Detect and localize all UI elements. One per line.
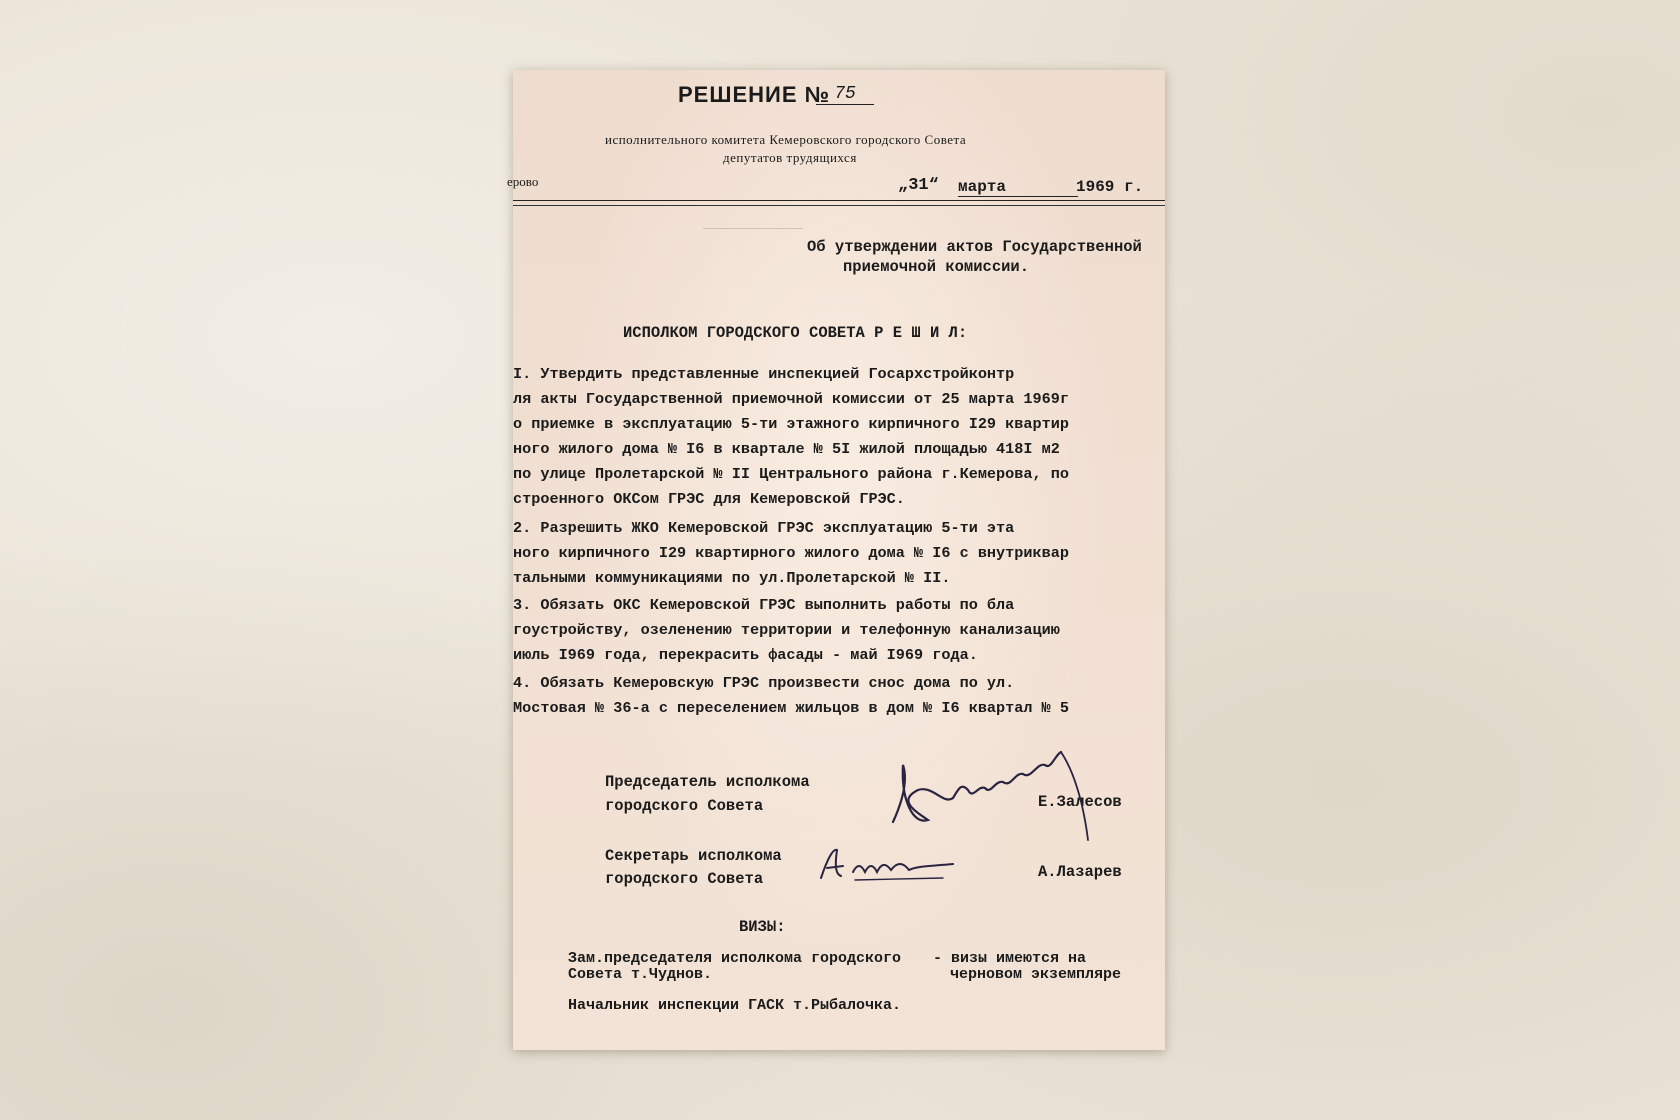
visas-heading: ВИЗЫ: [739,918,786,936]
secretary-title-line-2: городского Совета [605,870,764,888]
chairman-name: Е.Залесов [1038,793,1122,811]
paragraph-2-line: 2. Разрешить ЖКО Кемеровской ГРЭС эксплуатацию 5-ти эта [513,519,1015,537]
paragraph-3-line: 3. Обязать ОКС Кемеровской ГРЭС выполнить работы по бла [513,596,1015,614]
paragraph-1-line: о приемке в эксплуатацию 5-ти этажного кирпичного I29 квартир [513,415,1069,433]
subject-line-2: приемочной комиссии. [843,258,1030,276]
paragraph-1-line: ля акты Государственной приемочной комиссии от 25 марта 1969г [513,390,1069,408]
issuing-body-line-2: депутатов трудящихся [723,150,857,165]
secretary-signature [813,840,973,890]
paragraph-1-line: ного жилого дома № I6 в квартале № 5I жилой площадью 418I м2 [513,440,1060,458]
header-rule [513,200,1165,201]
paragraph-1-line: строенного ОКСом ГРЭС для Кемеровской ГРЭС. [513,490,905,508]
paragraph-1-line: по улице Пролетарской № II Центрального района г.Кемерова, по [513,465,1069,483]
issuing-body-line-1: исполнительного комитета Кемеровского городского Совета [605,132,967,147]
document-number: 75 [816,84,874,105]
date-month: марта [958,178,1078,197]
visa-note-line-2: черновом экземпляре [950,966,1122,983]
chairman-title-line-2: городского Совета [605,797,764,815]
visa-note-line-1: - визы имеются на [933,950,1087,967]
paragraph-2-line: ного кирпичного I29 квартирного жилого дома № I6 с внутриквар [513,544,1069,562]
paragraph-4-line: 4. Обязать Кемеровскую ГРЭС произвести снос дома по ул. [513,674,1015,692]
city-name: ерово [507,174,539,189]
visa-deputy-line-1: Зам.председателя исполкома городского [568,950,902,967]
decision-heading: ИСПОЛКОМ ГОРОДСКОГО СОВЕТА Р Е Ш И Л: [623,324,968,342]
archival-document [507,70,1165,1050]
paragraph-1-line: I. Утвердить представленные инспекцией Госархстройконтр [513,365,1015,383]
paragraph-4-line: Мостовая № 36-а с переселением жильцов в дом № I6 квартал № 5 [513,699,1069,717]
paragraph-3-line: июль I969 года, перекрасить фасады - май I969 года. [513,646,978,664]
secretary-title-line-1: Секретарь исполкома [605,847,782,865]
date-day: „31“ [898,176,939,195]
chairman-signature [873,710,1103,850]
faded-stamp-mark [703,214,803,229]
subject-line-1: Об утверждении актов Государственной [807,238,1142,256]
date-year: 1969 г. [1076,178,1144,196]
secretary-name: А.Лазарев [1038,863,1122,881]
paragraph-2-line: тальными коммуникациями по ул.Пролетарской № II. [513,569,951,587]
visa-inspector: Начальник инспекции ГАСК т.Рыбалочка. [568,997,902,1014]
header-rule-thin [513,205,1165,206]
paragraph-3-line: гоустройству, озеленению территории и телефонную канализацию [513,621,1060,639]
chairman-title-line-1: Председатель исполкома [605,773,810,791]
visa-deputy-line-2: Совета т.Чуднов. [568,966,713,983]
document-title: РЕШЕНИЕ № [678,82,831,107]
